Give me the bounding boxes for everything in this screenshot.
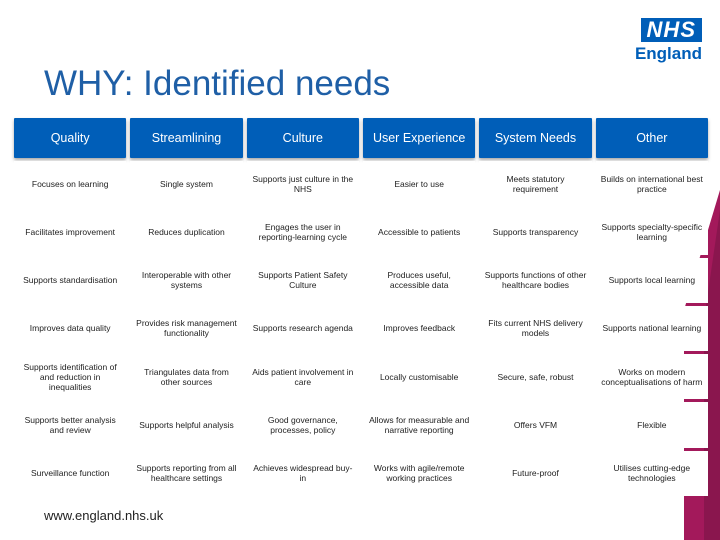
column-header-quality: Quality [14,118,126,158]
table-cell: Builds on international best practice [596,161,708,206]
footer-url: www.england.nhs.uk [44,508,164,523]
table-cell: Reduces duplication [130,209,242,254]
table-cell: Surveillance function [14,451,126,496]
table-cell: Provides risk management functionality [130,306,242,351]
table-cell: Utilises cutting-edge technologies [596,451,708,496]
table-cell: Triangulates data from other sources [130,354,242,399]
table-cell: Supports local learning [596,258,708,303]
table-cell: Supports better analysis and review [14,402,126,447]
table-cell: Meets statutory requirement [479,161,591,206]
column-header-streamlining: Streamlining [130,118,242,158]
table-cell: Focuses on learning [14,161,126,206]
table-cell: Supports reporting from all healthcare settings [130,451,242,496]
table-cell: Aids patient involvement in care [247,354,359,399]
nhs-logo-region: England [634,44,702,63]
nhs-england-logo [628,18,702,64]
table-cell: Supports transparency [479,209,591,254]
table-cell: Supports specialty-specific learning [596,209,708,254]
table-cell: Fits current NHS delivery models [479,306,591,351]
table-cell: Supports research agenda [247,306,359,351]
table-cell: Supports national learning [596,306,708,351]
table-cell: Future-proof [479,451,591,496]
table-cell: Offers VFM [479,402,591,447]
table-cell: Locally customisable [363,354,475,399]
table-cell: Interoperable with other systems [130,258,242,303]
column-header-culture: Culture [247,118,359,158]
page-title: WHY: Identified needs [44,64,391,103]
nhs-logo-mark: NHS [641,18,702,42]
table-cell: Improves data quality [14,306,126,351]
table-cell: Allows for measurable and narrative reporting [363,402,475,447]
table-cell: Single system [130,161,242,206]
table-cell: Engages the user in reporting-learning cycle [247,209,359,254]
table-cell: Improves feedback [363,306,475,351]
table-cell: Flexible [596,402,708,447]
table-cell: Good governance, processes, policy [247,402,359,447]
table-cell: Supports helpful analysis [130,402,242,447]
table-cell: Supports just culture in the NHS [247,161,359,206]
table-cell: Works with agile/remote working practices [363,451,475,496]
table-cell: Supports Patient Safety Culture [247,258,359,303]
table-cell: Works on modern conceptualisations of harm [596,354,708,399]
table-cell: Supports functions of other healthcare bodies [479,258,591,303]
table-cell: Facilitates improvement [14,209,126,254]
table-cell: Supports standardisation [14,258,126,303]
table-cell: Accessible to patients [363,209,475,254]
table-cell: Achieves widespread buy-in [247,451,359,496]
table-cell: Supports identification of and reduction in inequalities [14,354,126,399]
column-header-system-needs: System Needs [479,118,591,158]
table-cell: Easier to use [363,161,475,206]
column-header-other: Other [596,118,708,158]
needs-table [14,118,708,496]
table-cell: Secure, safe, robust [479,354,591,399]
column-header-user-experience: User Experience [363,118,475,158]
table-cell: Produces useful, accessible data [363,258,475,303]
